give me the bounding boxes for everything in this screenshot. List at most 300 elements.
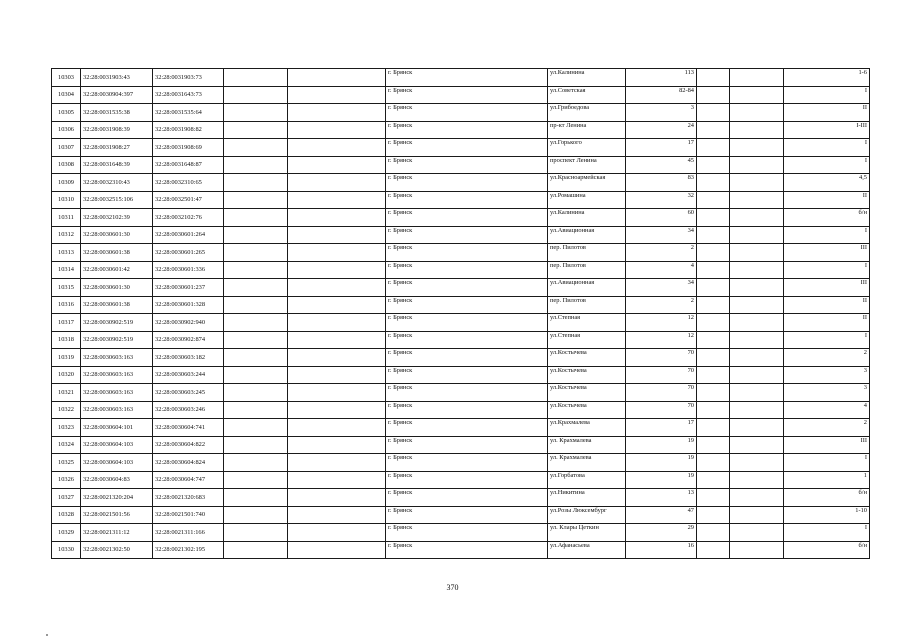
empty-cell [224,366,288,384]
empty-cell [697,489,730,507]
premises-cadastral-number-cell: 32:28:0031648:87 [153,156,224,174]
record-number-cell: 10315 [52,279,81,297]
empty-cell [288,139,386,157]
premises-cadastral-number-cell: 32:28:0032501:47 [153,191,224,209]
empty-cell [288,191,386,209]
empty-cell [224,524,288,542]
table-row [52,104,870,122]
registry-rows [52,69,870,559]
premises-cadastral-number-cell: 32:28:0030604:824 [153,454,224,472]
empty-cell [224,454,288,472]
cadastral-number-cell: 32:28:0030603:163 [81,366,153,384]
empty-cell [697,296,730,314]
empty-cell [288,349,386,367]
street-cell: ул.Авиационная [548,279,626,297]
city-cell: г. Брянск [386,156,548,174]
cadastral-number-cell: 32:28:0021302:50 [81,541,153,559]
empty-cell [730,209,784,227]
empty-cell [697,261,730,279]
street-cell: ул.Костычева [548,384,626,402]
house-number-cell: 83 [626,174,697,192]
empty-cell [697,226,730,244]
empty-cell [697,436,730,454]
premises-cadastral-number-cell: 32:28:0030604:822 [153,436,224,454]
premises-cadastral-number-cell: 32:28:0030601:237 [153,279,224,297]
city-cell: г. Брянск [386,401,548,419]
street-cell: пр-кт Ленина [548,121,626,139]
premises-number-cell: 1 [784,471,870,489]
table-row [52,69,870,87]
street-cell: ул.Грибоедова [548,104,626,122]
street-cell: ул.Ромашина [548,191,626,209]
empty-cell [697,314,730,332]
empty-cell [730,366,784,384]
empty-cell [288,156,386,174]
table-row [52,454,870,472]
house-number-cell: 19 [626,436,697,454]
premises-cadastral-number-cell: 32:28:0031903:73 [153,69,224,87]
empty-cell [697,541,730,559]
street-cell: ул.Калинина [548,209,626,227]
street-cell: ул.Горбатова [548,471,626,489]
premises-cadastral-number-cell: 32:28:0032102:76 [153,209,224,227]
house-number-cell: 70 [626,401,697,419]
street-cell: ул.Никитина [548,489,626,507]
record-number-cell: 10307 [52,139,81,157]
table-row [52,86,870,104]
house-number-cell: 70 [626,349,697,367]
empty-cell [288,419,386,437]
empty-cell [697,384,730,402]
premises-cadastral-number-cell: 32:28:0030604:741 [153,419,224,437]
record-number-cell: 10327 [52,489,81,507]
empty-cell [288,454,386,472]
premises-number-cell: II [784,314,870,332]
street-cell: ул. Клары Цеткин [548,524,626,542]
empty-cell [224,401,288,419]
house-number-cell: 2 [626,244,697,262]
empty-cell [224,139,288,157]
empty-cell [224,436,288,454]
house-number-cell: 13 [626,489,697,507]
record-number-cell: 10308 [52,156,81,174]
premises-number-cell: I [784,86,870,104]
table-row [52,331,870,349]
table-row [52,209,870,227]
empty-cell [224,296,288,314]
cadastral-number-cell: 32:28:0030601:42 [81,261,153,279]
record-number-cell: 10321 [52,384,81,402]
record-number-cell: 10309 [52,174,81,192]
table-row [52,261,870,279]
house-number-cell: 34 [626,226,697,244]
premises-number-cell: II [784,191,870,209]
premises-number-cell: I [784,156,870,174]
empty-cell [697,209,730,227]
empty-cell [730,296,784,314]
table-row [52,191,870,209]
house-number-cell: 47 [626,506,697,524]
house-number-cell: 12 [626,314,697,332]
house-number-cell: 70 [626,366,697,384]
cadastral-number-cell: 32:28:0030601:38 [81,244,153,262]
empty-cell [224,86,288,104]
cadastral-number-cell: 32:28:0021501:56 [81,506,153,524]
street-cell: ул.Красноармейская [548,174,626,192]
city-cell: г. Брянск [386,331,548,349]
record-number-cell: 10324 [52,436,81,454]
empty-cell [697,244,730,262]
cadastral-number-cell: 32:28:0030601:30 [81,226,153,244]
house-number-cell: 45 [626,156,697,174]
cadastral-number-cell: 32:28:0030603:163 [81,349,153,367]
empty-cell [224,384,288,402]
empty-cell [224,331,288,349]
record-number-cell: 10317 [52,314,81,332]
empty-cell [730,139,784,157]
city-cell: г. Брянск [386,296,548,314]
empty-cell [730,524,784,542]
empty-cell [224,419,288,437]
cadastral-number-cell: 32:28:0032102:39 [81,209,153,227]
city-cell: г. Брянск [386,524,548,542]
table-row [52,384,870,402]
premises-number-cell: I [784,261,870,279]
house-number-cell: 4 [626,261,697,279]
record-number-cell: 10323 [52,419,81,437]
record-number-cell: 10303 [52,69,81,87]
premises-cadastral-number-cell: 32:28:0030603:246 [153,401,224,419]
record-number-cell: 10330 [52,541,81,559]
premises-cadastral-number-cell: 32:28:0031908:69 [153,139,224,157]
city-cell: г. Брянск [386,541,548,559]
empty-cell [697,121,730,139]
premises-cadastral-number-cell: 32:28:0030902:874 [153,331,224,349]
empty-cell [730,156,784,174]
street-cell: пер. Пилотов [548,244,626,262]
empty-cell [730,314,784,332]
empty-cell [288,121,386,139]
empty-cell [697,524,730,542]
empty-cell [697,419,730,437]
empty-cell [730,331,784,349]
empty-cell [224,349,288,367]
city-cell: г. Брянск [386,454,548,472]
record-number-cell: 10318 [52,331,81,349]
empty-cell [224,314,288,332]
empty-cell [224,226,288,244]
house-number-cell: 32 [626,191,697,209]
house-number-cell: 12 [626,331,697,349]
premises-cadastral-number-cell: 32:28:0031908:82 [153,121,224,139]
city-cell: г. Брянск [386,191,548,209]
street-cell: ул.Костычева [548,366,626,384]
city-cell: г. Брянск [386,104,548,122]
table-row [52,366,870,384]
premises-number-cell: I [784,139,870,157]
city-cell: г. Брянск [386,349,548,367]
empty-cell [224,191,288,209]
house-number-cell: 19 [626,471,697,489]
cadastral-number-cell: 32:28:0031908:39 [81,121,153,139]
empty-cell [288,506,386,524]
empty-cell [697,69,730,87]
table-row [52,436,870,454]
premises-cadastral-number-cell: 32:28:0030603:244 [153,366,224,384]
premises-number-cell: 2 [784,349,870,367]
premises-number-cell: II [784,104,870,122]
city-cell: г. Брянск [386,226,548,244]
empty-cell [224,156,288,174]
record-number-cell: 10319 [52,349,81,367]
city-cell: г. Брянск [386,384,548,402]
empty-cell [697,454,730,472]
premises-cadastral-number-cell: 32:28:0031535:64 [153,104,224,122]
empty-cell [288,104,386,122]
premises-cadastral-number-cell: 32:28:0021320:683 [153,489,224,507]
street-cell: проспект Ленина [548,156,626,174]
city-cell: г. Брянск [386,261,548,279]
record-number-cell: 10326 [52,471,81,489]
empty-cell [697,331,730,349]
premises-cadastral-number-cell: 32:28:0030902:940 [153,314,224,332]
empty-cell [697,156,730,174]
cadastral-number-cell: 32:28:0030601:38 [81,296,153,314]
house-number-cell: 113 [626,69,697,87]
empty-cell [730,121,784,139]
city-cell: г. Брянск [386,139,548,157]
record-number-cell: 10306 [52,121,81,139]
cadastral-number-cell: 32:28:0021311:12 [81,524,153,542]
empty-cell [730,191,784,209]
empty-cell [224,261,288,279]
empty-cell [697,279,730,297]
city-cell: г. Брянск [386,121,548,139]
premises-number-cell: б/н [784,541,870,559]
premises-cadastral-number-cell: 32:28:0021302:195 [153,541,224,559]
premises-number-cell: 1-10 [784,506,870,524]
empty-cell [288,261,386,279]
premises-number-cell: III [784,244,870,262]
house-number-cell: 70 [626,384,697,402]
record-number-cell: 10322 [52,401,81,419]
empty-cell [730,86,784,104]
cadastral-number-cell: 32:28:0030902:519 [81,314,153,332]
empty-cell [697,139,730,157]
premises-number-cell: III [784,436,870,454]
empty-cell [288,314,386,332]
registry-table [51,68,870,559]
street-cell: ул. Крахмалева [548,436,626,454]
table-row [52,279,870,297]
empty-cell [697,366,730,384]
empty-cell [288,471,386,489]
table-row [52,226,870,244]
empty-cell [288,174,386,192]
premises-number-cell: 4,5 [784,174,870,192]
empty-cell [224,489,288,507]
empty-cell [730,506,784,524]
city-cell: г. Брянск [386,209,548,227]
record-number-cell: 10329 [52,524,81,542]
premises-cadastral-number-cell: 32:28:0030601:328 [153,296,224,314]
empty-cell [697,174,730,192]
premises-cadastral-number-cell: 32:28:0030603:182 [153,349,224,367]
empty-cell [288,524,386,542]
empty-cell [224,471,288,489]
empty-cell [730,454,784,472]
house-number-cell: 34 [626,279,697,297]
record-number-cell: 10304 [52,86,81,104]
record-number-cell: 10305 [52,104,81,122]
empty-cell [697,349,730,367]
empty-cell [730,244,784,262]
house-number-cell: 24 [626,121,697,139]
street-cell: ул.Крахмалева [548,419,626,437]
city-cell: г. Брянск [386,489,548,507]
city-cell: г. Брянск [386,314,548,332]
empty-cell [730,541,784,559]
premises-number-cell: I [784,524,870,542]
empty-cell [730,261,784,279]
table-row [52,174,870,192]
empty-cell [730,226,784,244]
table-row [52,296,870,314]
street-cell: ул.Афанасьева [548,541,626,559]
table-row [52,524,870,542]
empty-cell [730,279,784,297]
table-row [52,121,870,139]
empty-cell [224,121,288,139]
premises-number-cell: I-III [784,121,870,139]
cadastral-number-cell: 32:28:0030604:103 [81,454,153,472]
premises-cadastral-number-cell: 32:28:0021501:740 [153,506,224,524]
table-row [52,401,870,419]
house-number-cell: 82-84 [626,86,697,104]
empty-cell [288,69,386,87]
city-cell: г. Брянск [386,69,548,87]
street-cell: ул.Костычева [548,401,626,419]
premises-number-cell: 2 [784,419,870,437]
empty-cell [288,384,386,402]
empty-cell [224,174,288,192]
empty-cell [697,86,730,104]
street-cell: ул.Авиационная [548,226,626,244]
empty-cell [288,296,386,314]
empty-cell [730,419,784,437]
empty-cell [730,384,784,402]
empty-cell [697,506,730,524]
cadastral-number-cell: 32:28:0030604:83 [81,471,153,489]
record-number-cell: 10316 [52,296,81,314]
table-row [52,314,870,332]
empty-cell [224,244,288,262]
premises-number-cell: I [784,331,870,349]
street-cell: ул. Крахмалева [548,454,626,472]
empty-cell [288,331,386,349]
empty-cell [730,489,784,507]
empty-cell [288,541,386,559]
cadastral-number-cell: 32:28:0030603:163 [81,401,153,419]
empty-cell [288,86,386,104]
premises-cadastral-number-cell: 32:28:0030601:265 [153,244,224,262]
house-number-cell: 19 [626,454,697,472]
empty-cell [288,244,386,262]
record-number-cell: 10311 [52,209,81,227]
cadastral-number-cell: 32:28:0031648:39 [81,156,153,174]
empty-cell [697,191,730,209]
cadastral-number-cell: 32:28:0030601:30 [81,279,153,297]
city-cell: г. Брянск [386,419,548,437]
house-number-cell: 17 [626,419,697,437]
premises-cadastral-number-cell: 32:28:0030603:245 [153,384,224,402]
table-row [52,541,870,559]
house-number-cell: 17 [626,139,697,157]
cadastral-number-cell: 32:28:0030604:101 [81,419,153,437]
empty-cell [224,279,288,297]
cadastral-number-cell: 32:28:0032310:43 [81,174,153,192]
table-row [52,506,870,524]
premises-cadastral-number-cell: 32:28:0021311:166 [153,524,224,542]
record-number-cell: 10312 [52,226,81,244]
house-number-cell: 60 [626,209,697,227]
record-number-cell: 10313 [52,244,81,262]
cadastral-number-cell: 32:28:0031903:43 [81,69,153,87]
premises-number-cell: 4 [784,401,870,419]
cadastral-number-cell: 32:28:0031908:27 [81,139,153,157]
table-row [52,156,870,174]
table-row [52,139,870,157]
empty-cell [697,104,730,122]
empty-cell [224,69,288,87]
empty-cell [697,401,730,419]
empty-cell [288,436,386,454]
street-cell: ул.Костычева [548,349,626,367]
house-number-cell: 16 [626,541,697,559]
empty-cell [224,209,288,227]
premises-number-cell: I [784,226,870,244]
empty-cell [730,349,784,367]
city-cell: г. Брянск [386,174,548,192]
premises-cadastral-number-cell: 32:28:0030604:747 [153,471,224,489]
premises-number-cell: б/н [784,489,870,507]
cadastral-number-cell: 32:28:0030603:163 [81,384,153,402]
house-number-cell: 3 [626,104,697,122]
premises-number-cell: II [784,296,870,314]
premises-number-cell: 3 [784,366,870,384]
premises-number-cell: 3 [784,384,870,402]
city-cell: г. Брянск [386,279,548,297]
record-number-cell: 10314 [52,261,81,279]
empty-cell [224,104,288,122]
street-cell: ул.Горького [548,139,626,157]
house-number-cell: 29 [626,524,697,542]
city-cell: г. Брянск [386,506,548,524]
premises-cadastral-number-cell: 32:28:0030601:264 [153,226,224,244]
premises-number-cell: б/н [784,209,870,227]
street-cell: ул.Розы Люксембург [548,506,626,524]
empty-cell [288,226,386,244]
record-number-cell: 10310 [52,191,81,209]
cadastral-number-cell: 32:28:0021320:204 [81,489,153,507]
cadastral-number-cell: 32:28:0030604:103 [81,436,153,454]
empty-cell [730,436,784,454]
city-cell: г. Брянск [386,86,548,104]
premises-number-cell: 1-6 [784,69,870,87]
scan-speck [46,634,48,636]
premises-number-cell: I [784,454,870,472]
cadastral-number-cell: 32:28:0031535:38 [81,104,153,122]
